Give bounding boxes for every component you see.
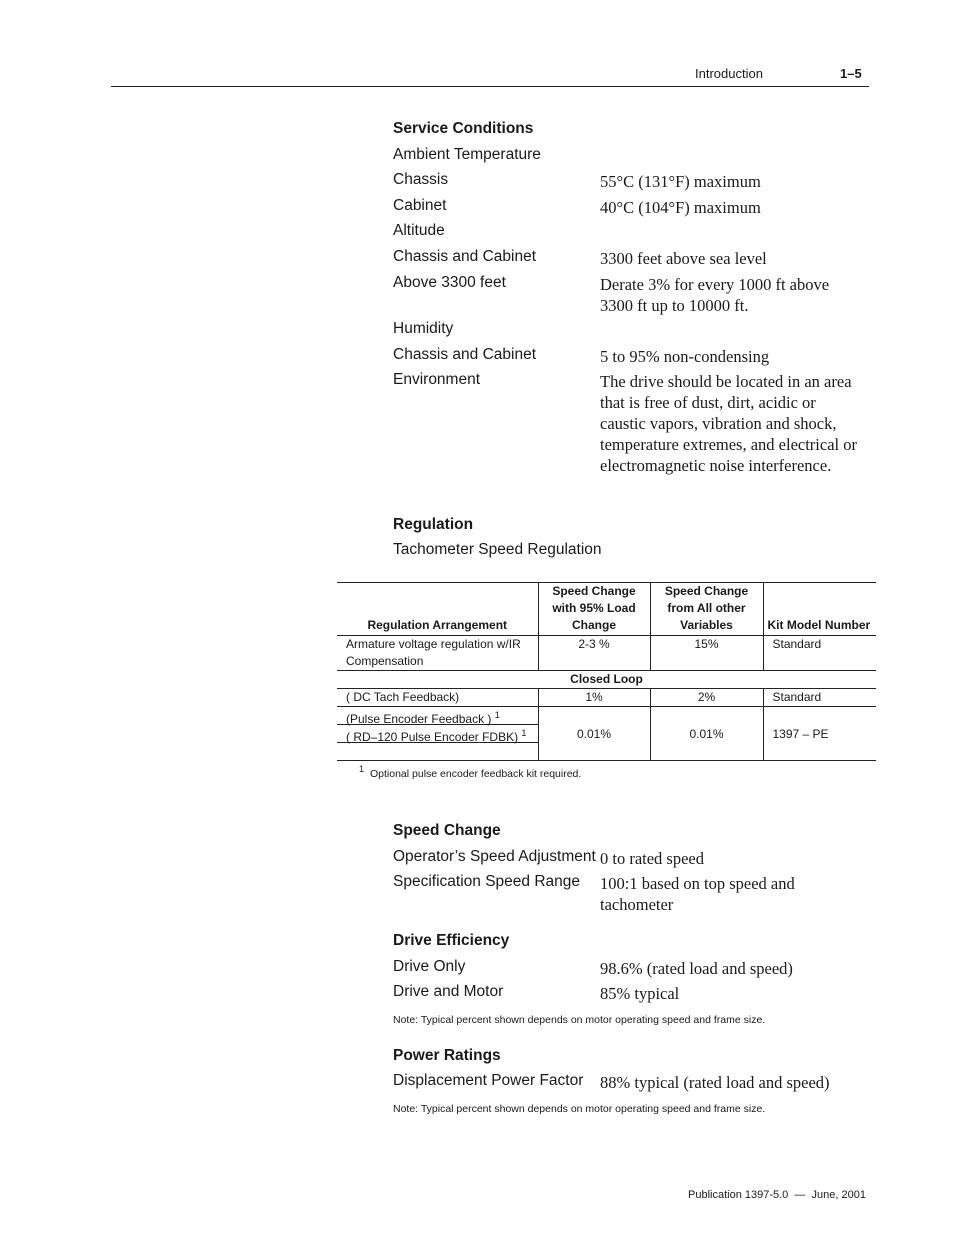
table-row-closed-loop [337, 671, 876, 689]
closed-loop-label: Closed Loop [570, 672, 643, 686]
cell-arrangement: ( DC Tach Feedback) [346, 690, 460, 704]
label-drive-only: Drive Only [393, 958, 466, 975]
section-title-service-conditions: Service Conditions [393, 120, 534, 137]
table-header-row [337, 583, 876, 636]
value-chassis-temp: 55°C (131°F) maximum [600, 172, 761, 191]
value-speed-range-line-1: 100:1 based on top speed and [600, 874, 795, 893]
environment-line: caustic vapors, vibration and shock, [600, 414, 837, 433]
value-humidity: 5 to 95% non-condensing [600, 347, 770, 366]
section-title-power-ratings: Power Ratings [393, 1047, 501, 1064]
cell-kit-model: Standard [763, 689, 876, 707]
section-title-regulation: Regulation [393, 516, 474, 533]
footnote-text: Optional pulse encoder feedback kit required. [370, 768, 582, 780]
cell-kit-model: 1397 – PE [763, 707, 876, 761]
header-speed-change-load: Speed Change with 95% Load Change [538, 583, 650, 636]
table-row [337, 636, 876, 671]
cell-load-change: 0.01% [538, 707, 650, 761]
value-derate-line-1: Derate 3% for every 1000 ft above [600, 275, 830, 294]
page-number: 1–5 [840, 66, 862, 81]
header-kit-model-number: Kit Model Number [763, 583, 876, 636]
label-cabinet: Cabinet [393, 197, 447, 214]
label-altitude: Altitude [393, 222, 445, 239]
header-rule [111, 86, 869, 87]
section-title-drive-efficiency: Drive Efficiency [393, 932, 510, 949]
label-altitude-chassis-cabinet: Chassis and Cabinet [393, 248, 537, 265]
label-ambient-temperature: Ambient Temperature [393, 146, 541, 163]
environment-line: temperature extremes, and electrical or [600, 435, 857, 454]
footnote-mark: 1 [359, 764, 365, 774]
value-environment [600, 371, 857, 476]
cell-arrangement [337, 707, 538, 761]
value-operator-speed: 0 to rated speed [600, 849, 705, 868]
value-speed-range-line-2: tachometer [600, 895, 674, 914]
cell-kit-model: Standard [763, 636, 876, 671]
table-row [337, 689, 876, 707]
value-drive-and-motor: 85% typical [600, 984, 680, 1003]
rd120-pulse-encoder: ( RD–120 Pulse Encoder FDBK) $^1$ [337, 725, 538, 743]
footer-publication: Publication 1397-5.0 — June, 2001 [688, 1189, 866, 1201]
label-tachometer-speed-regulation: Tachometer Speed Regulation [393, 541, 602, 558]
cell-load-change: 1% [538, 689, 650, 707]
label-drive-and-motor: Drive and Motor [393, 983, 504, 1000]
running-header-title: Introduction [695, 66, 763, 81]
regulation-table [337, 582, 876, 761]
environment-line: The drive should be located in an area [600, 372, 852, 391]
label-humidity-chassis-cabinet: Chassis and Cabinet [393, 346, 537, 363]
note-efficiency: Note: Typical percent shown depends on motor operating speed and frame size. [393, 1014, 766, 1026]
value-altitude: 3300 feet above sea level [600, 249, 767, 268]
label-operator-speed-adjustment: Operator’s Speed Adjustment [393, 848, 596, 865]
cell-load-change: 2-3 % [538, 636, 650, 671]
label-specification-speed-range: Specification Speed Range [393, 873, 580, 890]
environment-line: electromagnetic noise interference. [600, 456, 832, 475]
value-drive-only: 98.6% (rated load and speed) [600, 959, 793, 978]
header-regulation-arrangement: Regulation Arrangement [367, 618, 508, 632]
label-above-3300: Above 3300 feet [393, 274, 506, 291]
value-derate-line-2: 3300 ft up to 10000 ft. [600, 296, 749, 315]
header-speed-change-other: Speed Change from All other Variables [650, 583, 763, 636]
cell-other-change: 2% [650, 689, 763, 707]
value-displacement-power-factor: 88% typical (rated load and speed) [600, 1073, 830, 1092]
label-humidity: Humidity [393, 320, 454, 337]
label-chassis: Chassis [393, 171, 449, 188]
cell-other-change: 0.01% [650, 707, 763, 761]
environment-line: that is free of dust, dirt, acidic or [600, 393, 816, 412]
value-cabinet-temp: 40°C (104°F) maximum [600, 198, 761, 217]
note-power: Note: Typical percent shown depends on motor operating speed and frame size. [393, 1103, 766, 1115]
section-title-speed-change: Speed Change [393, 822, 501, 839]
pulse-encoder-feedback: (Pulse Encoder Feedback ) $^1$ [337, 707, 538, 725]
label-environment: Environment [393, 371, 481, 388]
cell-other-change: 15% [650, 636, 763, 671]
table-row [337, 707, 876, 761]
cell-arrangement: Armature voltage regulation w/IR Compensation [346, 637, 521, 668]
label-displacement-power-factor: Displacement Power Factor [393, 1072, 584, 1089]
